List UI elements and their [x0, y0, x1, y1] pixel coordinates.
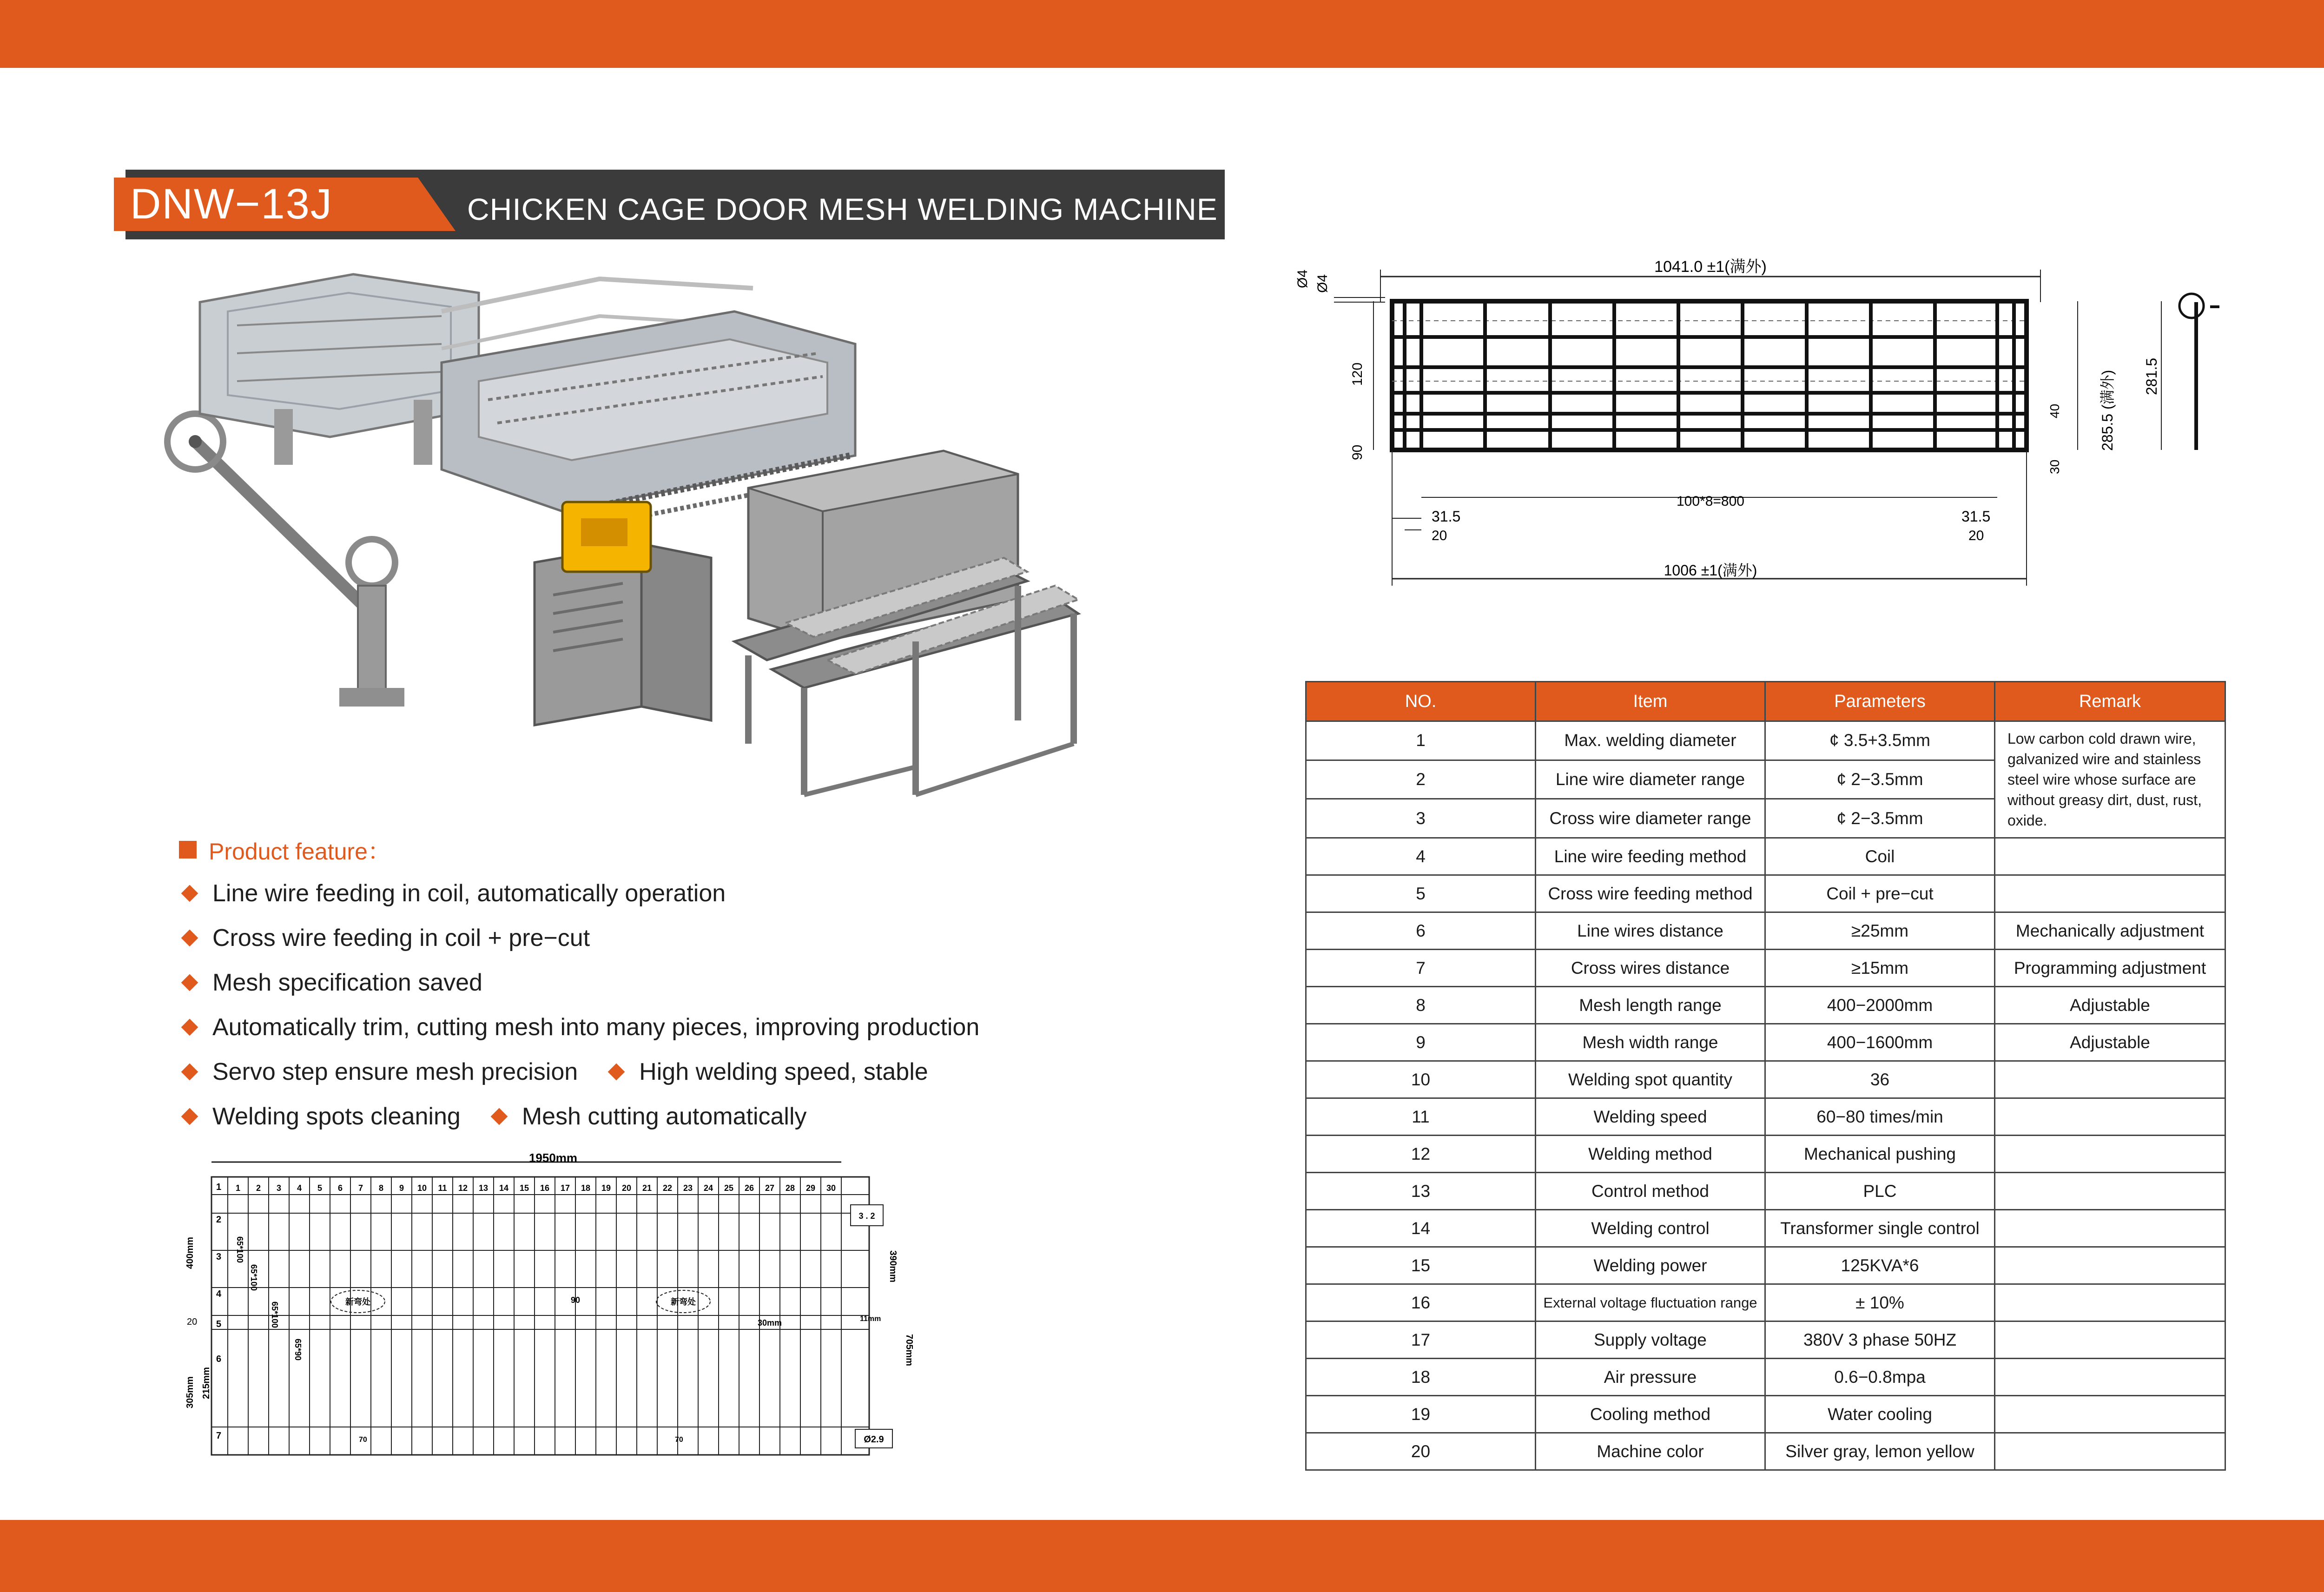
row-parameter: ¢ 2−3.5mm	[1765, 760, 1995, 799]
row-item: Cross wire diameter range	[1536, 799, 1765, 838]
spacing-label: 65*90	[293, 1339, 303, 1361]
row-label: 5	[216, 1319, 222, 1329]
product-feature-heading: Product feature：	[179, 833, 391, 866]
page-title: CHICKEN CAGE DOOR MESH WELDING MACHINE	[467, 192, 1218, 226]
row-item: Line wires distance	[1536, 912, 1765, 950]
dim-overall-width: 1041.0 ±1(满外)	[1654, 258, 1767, 276]
box-3-2: 3 . 2	[858, 1211, 875, 1221]
dim-215mm: 215mm	[201, 1367, 211, 1399]
model-number: DNW−13J	[130, 180, 333, 228]
row-remark	[1995, 1359, 2225, 1396]
row-number: 14	[1306, 1210, 1536, 1247]
row-remark	[1995, 838, 2225, 875]
table-row	[1306, 1173, 2225, 1210]
column-number: 5	[317, 1183, 323, 1193]
row-parameter: 36	[1765, 1061, 1995, 1098]
feature-item: Line wire feeding in coil, automatically operation	[179, 879, 726, 907]
dim-dia-left2: Ø4	[1315, 274, 1330, 293]
row-remark	[1995, 875, 2225, 912]
row-number: 6	[1306, 912, 1536, 950]
column-number: 6	[337, 1183, 343, 1193]
row-remark	[1995, 1247, 2225, 1284]
row-parameter: 0.6−0.8mpa	[1765, 1359, 1995, 1396]
table-row	[1306, 1247, 2225, 1284]
row-remark	[1995, 1061, 2225, 1098]
row-number: 17	[1306, 1321, 1536, 1359]
column-number: 1	[235, 1183, 241, 1193]
row-number: 11	[1306, 1098, 1536, 1136]
row-item: Cross wire feeding method	[1536, 875, 1765, 912]
table-row	[1306, 1061, 2225, 1098]
row-item: Machine color	[1536, 1433, 1765, 1470]
mark-30mm: 30mm	[758, 1318, 782, 1328]
row-item: Air pressure	[1536, 1359, 1765, 1396]
row-parameter: 60−80 times/min	[1765, 1098, 1995, 1136]
header-remark: Remark	[1995, 682, 2225, 721]
row-item: Line wire diameter range	[1536, 760, 1765, 799]
column-number: 26	[744, 1183, 754, 1193]
row-remark	[1995, 1136, 2225, 1173]
column-number: 9	[399, 1183, 404, 1193]
row-parameter: ≥25mm	[1765, 912, 1995, 950]
column-number: 7	[358, 1183, 363, 1193]
table-header-row	[1306, 682, 2225, 721]
column-number: 15	[519, 1183, 529, 1193]
row-number: 15	[1306, 1247, 1536, 1284]
row-remark: Adjustable	[1995, 1024, 2225, 1061]
row-parameter: ¢ 2−3.5mm	[1765, 799, 1995, 838]
table-row	[1306, 950, 2225, 987]
row-parameter: Coil	[1765, 838, 1995, 875]
row-number: 2	[1306, 760, 1536, 799]
table-row	[1306, 1024, 2225, 1061]
bottom-band	[0, 1520, 2324, 1592]
dim-40: 40	[2047, 403, 2062, 418]
row-number: 12	[1306, 1136, 1536, 1173]
diamond-bullet-icon	[490, 1108, 508, 1125]
row-parameter: ≥15mm	[1765, 950, 1995, 987]
row-item: External voltage fluctuation range	[1536, 1284, 1765, 1321]
table-row	[1306, 1210, 2225, 1247]
row-number: 16	[1306, 1284, 1536, 1321]
dim-height-total: 285.5 (满外)	[2099, 370, 2116, 451]
row-label: 4	[216, 1289, 222, 1299]
row-number: 18	[1306, 1359, 1536, 1396]
column-number: 13	[478, 1183, 489, 1193]
table-row	[1306, 1098, 2225, 1136]
table-row	[1306, 1433, 2225, 1470]
row-item: Welding spot quantity	[1536, 1061, 1765, 1098]
mesh-layout-drawing	[181, 1148, 925, 1464]
column-number: 12	[458, 1183, 468, 1193]
row-label: 1	[216, 1182, 222, 1192]
row-label: 7	[216, 1431, 222, 1441]
row-number: 8	[1306, 987, 1536, 1024]
row-parameter: Coil + pre−cut	[1765, 875, 1995, 912]
row-number: 5	[1306, 875, 1536, 912]
dim-30: 30	[2047, 459, 2062, 474]
row-parameter: 380V 3 phase 50HZ	[1765, 1321, 1995, 1359]
column-number: 11	[438, 1183, 447, 1193]
row-parameter: 400−2000mm	[1765, 987, 1995, 1024]
column-number: 8	[378, 1183, 384, 1193]
column-number: 2	[256, 1183, 261, 1193]
dia-2-9: Ø2.9	[864, 1434, 884, 1445]
row-item: Line wire feeding method	[1536, 838, 1765, 875]
cut-mark: 新弯处	[345, 1297, 370, 1307]
column-number: 16	[540, 1183, 550, 1193]
spacing-label: 65*100	[270, 1301, 279, 1328]
row-remark	[1995, 1433, 2225, 1470]
cut-mark: 新弯处	[671, 1297, 696, 1307]
row-parameter: 125KVA*6	[1765, 1247, 1995, 1284]
table-row	[1306, 1359, 2225, 1396]
column-number: 3	[276, 1183, 282, 1193]
row-item: Cooling method	[1536, 1396, 1765, 1433]
table-row	[1306, 987, 2225, 1024]
feature-item: Servo step ensure mesh precision High welding speed, stable	[179, 1058, 928, 1086]
row-remark	[1995, 1321, 2225, 1359]
header-no: NO.	[1306, 682, 1536, 721]
diamond-bullet-icon	[181, 885, 198, 902]
table-row	[1306, 1136, 2225, 1173]
column-number: 30	[826, 1183, 836, 1193]
row-item: Welding control	[1536, 1210, 1765, 1247]
row-parameter: ± 10%	[1765, 1284, 1995, 1321]
square-bullet-icon	[179, 841, 197, 859]
column-number: 27	[765, 1183, 775, 1193]
row-parameter: Mechanical pushing	[1765, 1136, 1995, 1173]
door-mesh-drawing	[1297, 251, 2250, 595]
row-item: Mesh width range	[1536, 1024, 1765, 1061]
row-number: 4	[1306, 838, 1536, 875]
row-remark	[1995, 1210, 2225, 1247]
dim-20-right: 20	[1968, 528, 1984, 543]
header-parameters: Parameters	[1765, 682, 1995, 721]
dim-120: 120	[1350, 362, 1365, 386]
column-number: 19	[601, 1183, 611, 1193]
row-number: 3	[1306, 799, 1536, 838]
diamond-bullet-icon	[181, 974, 198, 991]
row-item: Control method	[1536, 1173, 1765, 1210]
dim-side-height: 281.5	[2143, 357, 2160, 395]
column-number: 28	[785, 1183, 795, 1193]
row-label: 3	[216, 1252, 222, 1262]
row-number: 13	[1306, 1173, 1536, 1210]
row-remark: Programming adjustment	[1995, 950, 2225, 987]
table-row	[1306, 838, 2225, 875]
row-number: 7	[1306, 950, 1536, 987]
table-row	[1306, 875, 2225, 912]
column-number: 22	[662, 1183, 673, 1193]
column-number: 4	[297, 1183, 302, 1193]
row-item: Supply voltage	[1536, 1321, 1765, 1359]
row-remark	[1995, 1396, 2225, 1433]
row-item: Cross wires distance	[1536, 950, 1765, 987]
spacing-label: 65*100	[249, 1264, 258, 1291]
row-item: Welding speed	[1536, 1098, 1765, 1136]
feature-item: Mesh specification saved	[179, 969, 482, 997]
dim-31-5-left: 31.5	[1432, 508, 1461, 525]
row-parameter: Silver gray, lemon yellow	[1765, 1433, 1995, 1470]
dim-20: 20	[187, 1317, 198, 1327]
row-remark	[1995, 1173, 2225, 1210]
dim-31-5-right: 31.5	[1961, 508, 1991, 525]
column-number: 18	[581, 1183, 591, 1193]
spec-table	[1305, 681, 2226, 1471]
dim-dia-left: Ø4	[1295, 269, 1310, 288]
row-number: 20	[1306, 1433, 1536, 1470]
dim-20-left: 20	[1432, 528, 1447, 543]
row-number: 10	[1306, 1061, 1536, 1098]
row-item: Welding power	[1536, 1247, 1765, 1284]
dim-390mm: 390mm	[888, 1250, 898, 1282]
row-number: 1	[1306, 721, 1536, 760]
column-number: 20	[621, 1183, 632, 1193]
row-label: 2	[216, 1215, 222, 1225]
column-number: 25	[724, 1183, 734, 1193]
feature-item: Cross wire feeding in coil + pre−cut	[179, 924, 590, 952]
table-row	[1306, 1321, 2225, 1359]
row-remark-shared: Low carbon cold drawn wire, galvanized wire and stainless steel wire whose surface are without greasy dirt, dust, rust, oxide.	[1995, 721, 2225, 838]
column-number: 17	[560, 1183, 570, 1193]
table-row	[1306, 721, 2225, 760]
column-number: 21	[642, 1183, 652, 1193]
dim-pitch: 100*8=800	[1677, 494, 1744, 509]
column-number: 29	[805, 1183, 816, 1193]
machine-illustration	[153, 260, 1167, 846]
row-parameter: Water cooling	[1765, 1396, 1995, 1433]
dim-305mm: 305mm	[185, 1376, 195, 1408]
row-number: 19	[1306, 1396, 1536, 1433]
column-number: 14	[499, 1183, 509, 1193]
row-remark: Adjustable	[1995, 987, 2225, 1024]
column-number: 10	[417, 1183, 427, 1193]
row-remark	[1995, 1284, 2225, 1321]
row-parameter: ¢ 3.5+3.5mm	[1765, 721, 1995, 760]
header-item: Item	[1536, 682, 1765, 721]
spacing-label: 65*100	[235, 1236, 244, 1263]
row-label: 6	[216, 1354, 222, 1364]
row-remark	[1995, 1098, 2225, 1136]
column-number: 24	[703, 1183, 713, 1193]
mark-70: 70	[359, 1436, 367, 1444]
dim-400mm: 400mm	[185, 1237, 195, 1269]
mark-70: 70	[675, 1436, 683, 1444]
dim-705mm: 705mm	[904, 1334, 914, 1366]
diamond-bullet-icon	[181, 930, 198, 947]
dim-bottom-width: 1006 ±1(满外)	[1664, 562, 1757, 579]
diamond-bullet-icon	[181, 1019, 198, 1036]
row-parameter: 400−1600mm	[1765, 1024, 1995, 1061]
diamond-bullet-icon	[181, 1108, 198, 1125]
mark-11mm: 11mm	[860, 1315, 881, 1323]
dim-90: 90	[1350, 444, 1365, 460]
table-row	[1306, 1396, 2225, 1433]
row-parameter: PLC	[1765, 1173, 1995, 1210]
diamond-bullet-icon	[181, 1064, 198, 1081]
row-remark: Mechanically adjustment	[1995, 912, 2225, 950]
feature-item: Welding spots cleaning Mesh cutting automatically	[179, 1103, 807, 1130]
row-item: Mesh length range	[1536, 987, 1765, 1024]
table-row	[1306, 1284, 2225, 1321]
row-parameter: Transformer single control	[1765, 1210, 1995, 1247]
dim-1950mm: 1950mm	[528, 1151, 578, 1165]
mark-90: 90	[571, 1295, 581, 1305]
row-item: Max. welding diameter	[1536, 721, 1765, 760]
table-row	[1306, 912, 2225, 950]
diamond-bullet-icon	[608, 1064, 625, 1081]
feature-item: Automatically trim, cutting mesh into many pieces, improving production	[179, 1013, 979, 1041]
row-item: Welding method	[1536, 1136, 1765, 1173]
top-band	[0, 0, 2324, 68]
column-number: 23	[683, 1183, 693, 1193]
row-number: 9	[1306, 1024, 1536, 1061]
